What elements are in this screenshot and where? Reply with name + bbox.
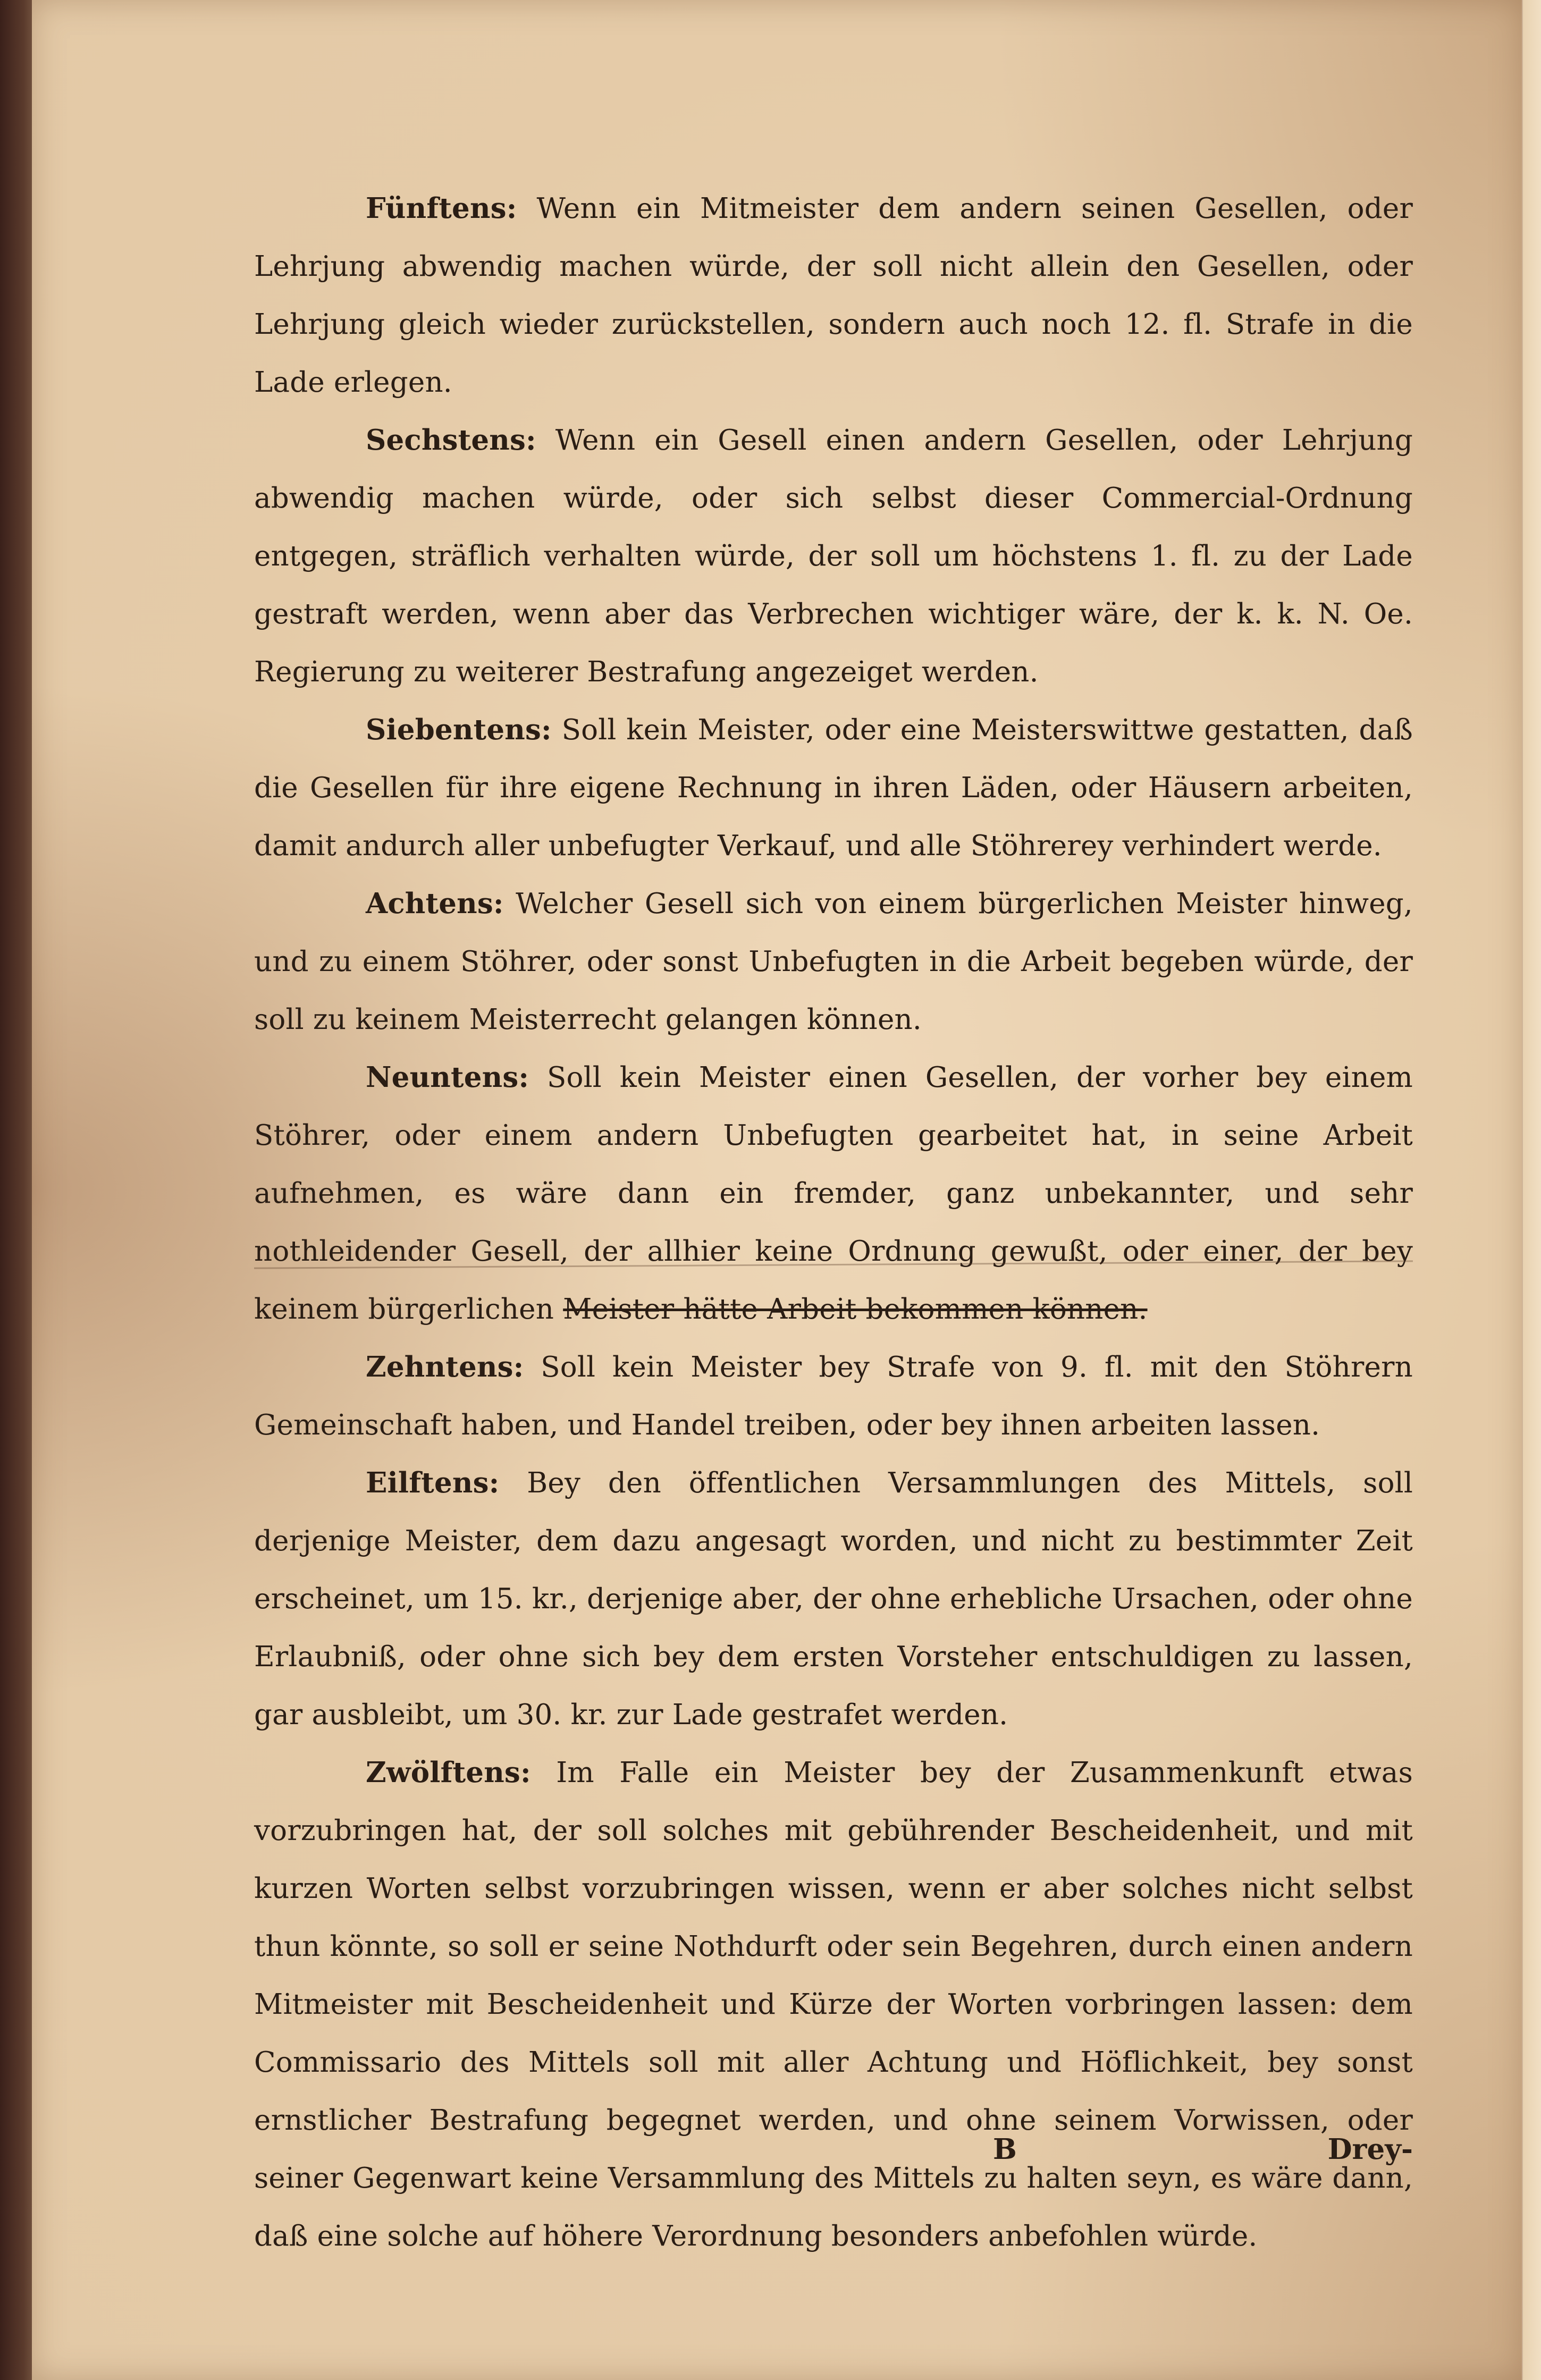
page-footer	[254, 2121, 1413, 2179]
paragraph-achtens	[254, 875, 1413, 1049]
paragraph-term: Neuntens:	[366, 1061, 529, 1094]
paragraph-text: Bey den öffentlichen Versammlungen des Mittels, soll derjenige Meister, dem dazu angesagt worden, und nicht zu bestimmter Zeit erscheinet, um 15. kr., derjenige aber, der ohne erhebliche Ursachen, oder ohne Erlaubniß, oder ohne sich bey dem ersten Vorsteher entschuldigen zu lassen, gar ausbleibt, um 30. kr. zur Lade gestrafet werden.	[254, 1467, 1413, 1731]
paragraph-text: Wenn ein Gesell einen andern Gesellen, oder Lehrjung abwendig machen würde, oder sich selbst dieser Commercial-Ordnung entgegen, sträflich verhalten würde, der soll um höchstens 1. fl. zu der Lade gestraft werden, wenn aber das Verbrechen wichtiger wäre, der k. k. N. Oe. Regierung zu weiterer Bestrafung angezeiget werden.	[254, 424, 1413, 688]
body-text-block	[254, 180, 1413, 2265]
paragraph-term: Sechstens:	[366, 424, 536, 457]
page-right-edge	[1522, 0, 1541, 2380]
paragraph-text: Wenn ein Mitmeister dem andern seinen Gesellen, oder Lehrjung abwendig machen würde, der soll nicht allein den Gesellen, oder Lehrjung gleich wieder zurückstellen, sondern auch noch 12. fl. Strafe in die Lade erlegen.	[254, 192, 1413, 399]
paragraph-term: Zehntens:	[366, 1351, 524, 1383]
paragraph-fuenftens	[254, 180, 1413, 411]
paragraph-term: Achtens:	[366, 887, 504, 920]
paragraph-zehntens	[254, 1338, 1413, 1454]
paragraph-text: Im Falle ein Meister bey der Zusammenkunft etwas vorzubringen hat, der soll solches mit gebührender Bescheidenheit, und mit kurzen Worten selbst vorzubringen wissen, wenn er aber solches nicht selbst thun könnte, so soll er seine Nothdurft oder sein Begehren, durch einen andern Mitmeister mit Bescheidenheit und Kürze der Worten vorbringen lassen: dem Commissario des Mittels soll mit aller Achtung und Höflichkeit, bey sonst ernstlicher Bestrafung begegnet werden, und ohne seinem Vorwissen, oder seiner Gegenwart keine Versammlung des Mittels zu halten seyn, es wäre dann, daß eine solche auf höhere Verordnung besonders anbefohlen würde.	[254, 1757, 1413, 2252]
paragraph-term: Siebentens:	[366, 713, 552, 746]
paragraph-text: Soll kein Meister bey Strafe von 9. fl. mit den Stöhrern Gemeinschaft haben, und Handel treiben, oder bey ihnen arbeiten lassen.	[254, 1351, 1413, 1441]
paragraph-text: Welcher Gesell sich von einem bürgerlichen Meister hinweg, und zu einem Stöhrer, oder sonst Unbefugten in die Arbeit begeben würde, der soll zu keinem Meisterrecht gelangen können.	[254, 888, 1413, 1036]
signature-mark: B	[993, 2133, 1017, 2166]
paragraph-siebentens	[254, 701, 1413, 875]
paragraph-text: Soll kein Meister, oder eine Meisterswittwe gestatten, daß die Gesellen für ihre eigene Rechnung in ihren Läden, oder Häusern arbeiten, damit andurch aller unbefugter Verkauf, und alle Stöhrerey verhindert werde.	[254, 714, 1413, 862]
paragraph-term: Eilftens:	[366, 1466, 500, 1499]
paragraph-sechstens	[254, 411, 1413, 701]
paragraph-text: Soll kein Meister einen Gesellen, der vorher bey einem Stöhrer, oder einem andern Unbefugten gearbeitet hat, in seine Arbeit aufnehmen, es wäre dann ein fremder, ganz unbekannter, und sehr nothleidender Gesell, der allhier keine Ordnung gewußt, oder einer, der bey keinem bürgerlichen	[254, 1061, 1413, 1326]
paragraph-neuntens	[254, 1049, 1413, 1338]
struck-through-text: Meister hätte Arbeit bekommen können.	[563, 1293, 1148, 1326]
catchword: Drey-	[1327, 2133, 1413, 2166]
paragraph-term: Fünftens:	[366, 192, 517, 225]
paragraph-eilftens	[254, 1454, 1413, 1744]
paragraph-term: Zwölftens:	[366, 1756, 531, 1789]
paragraph-zwoelftens	[254, 1744, 1413, 2265]
